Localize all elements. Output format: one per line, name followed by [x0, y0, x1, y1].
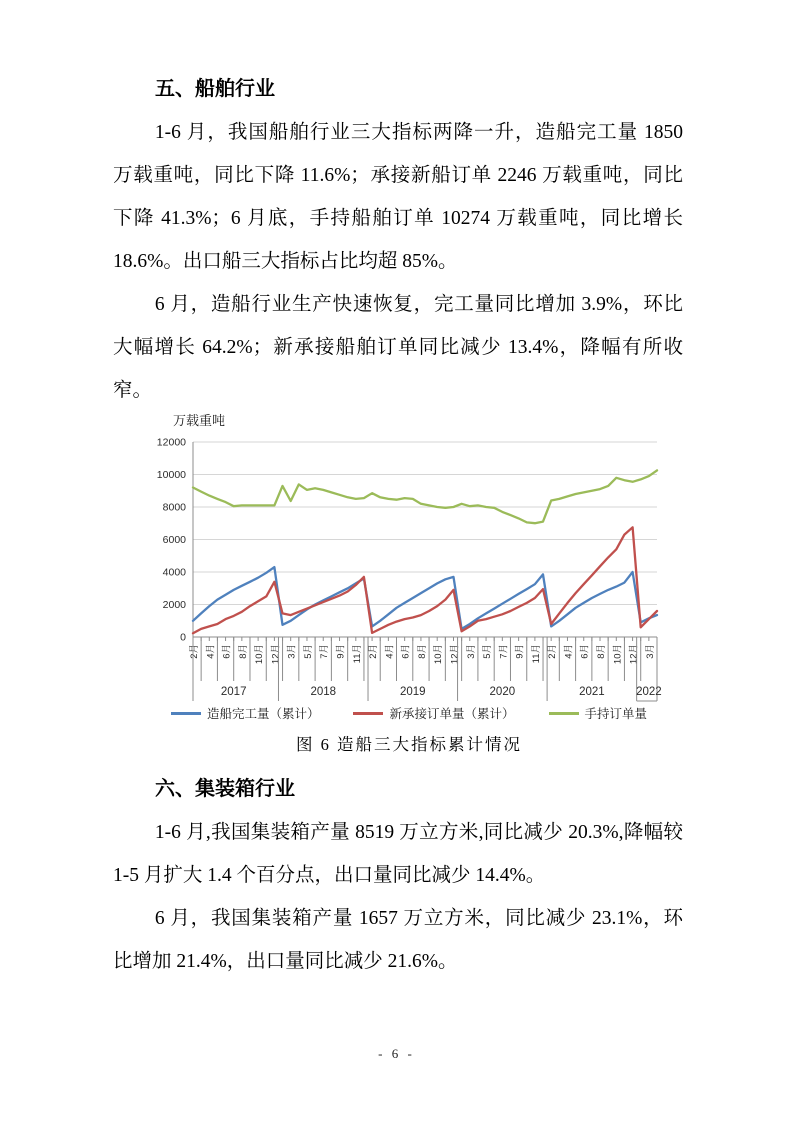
y-axis-label: 8000 — [162, 501, 186, 514]
month-label: 6月 — [400, 644, 412, 659]
month-label: 3月 — [286, 644, 298, 659]
legend-item-2 — [549, 704, 648, 722]
section-ship-para2: 6 月，造船行业生产快速恢复，完工量同比增加 3.9%，环比大幅增长 64.2%；新承接船舶订单同比减少 13.4%，降幅有所收窄。 — [113, 294, 683, 401]
month-label: 3月 — [644, 644, 656, 659]
year-label: 2017 — [220, 686, 247, 698]
month-label: 8月 — [416, 644, 428, 659]
series-line-1 — [193, 527, 657, 633]
section-container-heading: 六、集装箱行业 — [155, 778, 295, 800]
section-container-para2: 6 月，我国集装箱产量 1657 万立方米，同比减少 23.1%，环比增加 21.4%，出口量同比减少 21.6%。 — [113, 908, 683, 972]
chart-unit-label: 万载重吨 — [173, 413, 226, 428]
month-label: 10月 — [612, 644, 624, 665]
month-label: 5月 — [302, 644, 314, 659]
page-content — [113, 0, 683, 983]
month-label: 8月 — [596, 644, 608, 659]
year-label: 2021 — [579, 686, 605, 698]
month-label: 6月 — [221, 644, 233, 659]
legend-swatch-icon — [171, 712, 201, 715]
year-label: 2022 — [636, 686, 662, 698]
month-label: 10月 — [254, 644, 266, 665]
month-label: 4月 — [384, 644, 396, 659]
y-axis-label: 4000 — [162, 566, 186, 579]
month-label: 7月 — [319, 644, 331, 659]
figure-6-caption: 图 6 造船三大指标累计情况 — [296, 735, 522, 754]
y-axis-label: 12000 — [156, 436, 186, 449]
month-label: 9月 — [335, 644, 347, 659]
month-label: 6月 — [579, 644, 591, 659]
legend-label: 手持订单量 — [584, 707, 648, 721]
y-axis-label: 0 — [180, 631, 186, 644]
month-label: 11月 — [351, 644, 363, 664]
y-axis-label: 6000 — [162, 534, 186, 546]
month-label: 12月 — [449, 644, 461, 665]
year-label: 2019 — [399, 686, 426, 698]
legend-label: 新承接订单量（累计） — [389, 707, 515, 721]
section-container-para1: 1-6 月,我国集装箱产量 8519 万立方米,同比减少 20.3%,降幅较 1-5 月扩大 1.4 个百分点，出口量同比减少 14.4%。 — [113, 822, 683, 886]
y-axis-label: 10000 — [156, 469, 186, 481]
month-label: 3月 — [465, 644, 477, 659]
month-label: 5月 — [482, 644, 494, 659]
month-label: 7月 — [498, 644, 510, 659]
legend-swatch-icon — [353, 712, 383, 715]
legend-item-0 — [171, 704, 320, 722]
month-label: 2月 — [189, 644, 200, 659]
month-label: 10月 — [433, 644, 445, 665]
figure-6 — [145, 412, 673, 755]
chart-legend — [145, 704, 673, 722]
shipbuilding-line-chart — [145, 430, 673, 702]
legend-swatch-icon — [549, 712, 579, 715]
month-label: 11月 — [530, 644, 542, 664]
year-label: 2018 — [310, 686, 337, 698]
section-ship-para1: 1-6 月，我国船舶行业三大指标两降一升，造船完工量 1850 万载重吨，同比下降 11.6%；承接新船订单 2246 万载重吨，同比下降 41.3%；6 月底，手持船舶订单 10274 万载重吨，同比增长 18.6%。出口船三大指标占比均超 85%。 — [113, 122, 683, 272]
month-label: 9月 — [514, 644, 526, 659]
legend-label: 造船完工量（累计） — [206, 707, 320, 721]
month-label: 8月 — [237, 644, 249, 659]
month-label: 2月 — [368, 644, 380, 659]
series-line-2 — [193, 470, 657, 523]
month-label: 12月 — [628, 644, 640, 665]
page-number: - 6 - — [378, 1046, 415, 1061]
section-ship-heading: 五、船舶行业 — [155, 78, 275, 100]
month-label: 4月 — [563, 644, 575, 659]
legend-item-1 — [353, 704, 514, 722]
year-label: 2020 — [489, 686, 516, 698]
month-label: 2月 — [547, 644, 559, 659]
y-axis-label: 2000 — [162, 599, 186, 611]
month-label: 4月 — [205, 644, 217, 659]
month-label: 12月 — [270, 644, 282, 665]
